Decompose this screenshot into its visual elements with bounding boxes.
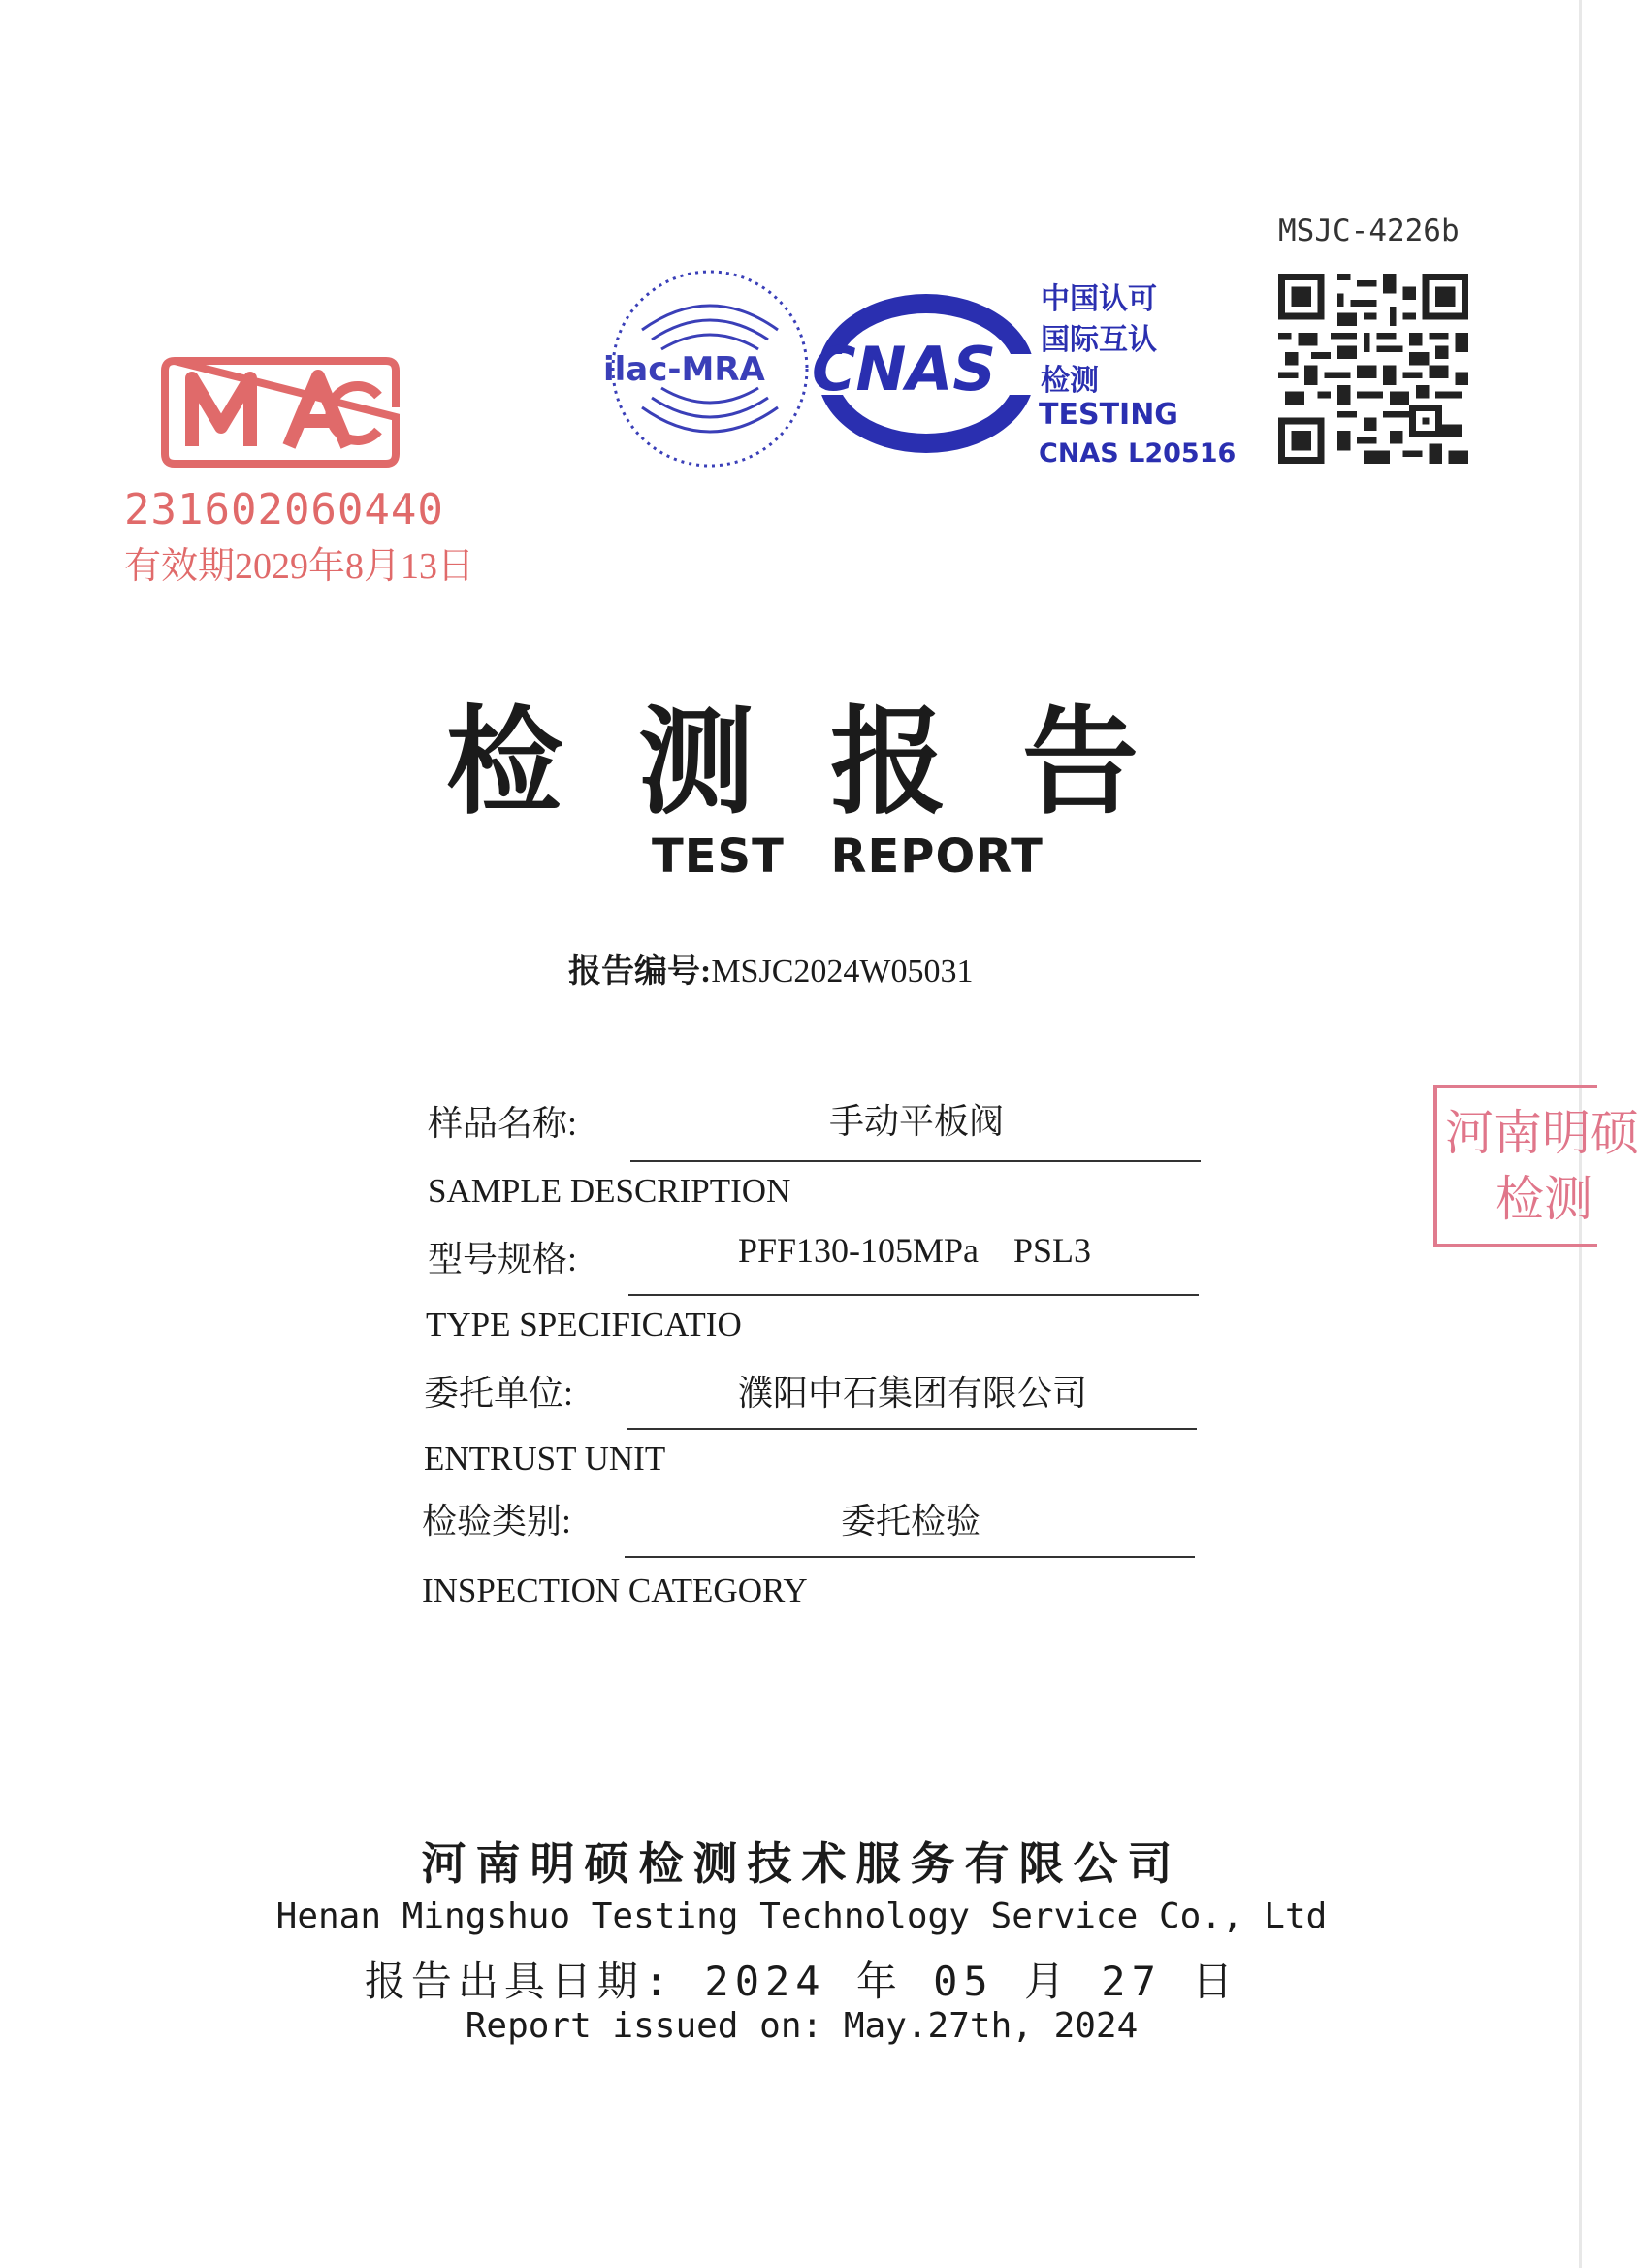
report-number xyxy=(568,944,973,991)
cnas-cn-line: 中国认可 xyxy=(1041,282,1157,316)
cma-cert-number: 231602060440 xyxy=(124,485,444,535)
ilac-mra-text: ilac-MRA xyxy=(603,350,765,389)
document-code: MSJC-4226b xyxy=(1278,213,1460,248)
report-number-label: 报告编号: xyxy=(568,954,712,989)
type-specification-label: TYPE SPECIFICATIO xyxy=(426,1306,742,1344)
sample-name-underline xyxy=(630,1160,1201,1162)
cnas-logo-text: CNAS xyxy=(812,334,997,405)
entrust-unit-label: 委托单位: xyxy=(424,1374,574,1412)
ilac-mra-logo xyxy=(603,262,817,475)
seal-text-line1: 河南明硕 xyxy=(1445,1106,1639,1160)
page-title-en: TEST REPORT xyxy=(652,829,1044,884)
inspection-category-en-label: INSPECTION CATEGORY xyxy=(422,1571,808,1609)
cma-validity: 有效期2029年8月13日 xyxy=(124,546,475,587)
seal-text-line2: 检测 xyxy=(1495,1172,1592,1226)
report-number-value: MSJC2024W05031 xyxy=(711,954,974,989)
company-name-cn: 河南明硕检测技术服务有限公司 xyxy=(421,1839,1182,1889)
cnas-testing: TESTING xyxy=(1039,398,1178,432)
cnas-cn-line: 国际互认 xyxy=(1041,323,1157,357)
page-title-cn: 检测报告 xyxy=(446,698,1214,827)
type-spec-value: PFF130-105MPa PSL3 xyxy=(737,1231,1092,1270)
issue-date-en: Report issued on: May.27th, 2024 xyxy=(465,2006,1139,2046)
type-spec-underline xyxy=(628,1294,1199,1296)
sample-name-label: 样品名称: xyxy=(428,1104,578,1143)
inspection-category-value: 委托检验 xyxy=(840,1502,980,1540)
sample-name-value: 手动平板阀 xyxy=(828,1102,1004,1141)
entrust-unit-underline xyxy=(627,1428,1197,1430)
type-spec-label: 型号规格: xyxy=(428,1240,578,1279)
cma-logo xyxy=(153,349,407,475)
qr-code-icon[interactable] xyxy=(1278,274,1468,464)
entrust-unit-value: 濮阳中石集团有限公司 xyxy=(737,1374,1087,1412)
cnas-logo xyxy=(810,281,1047,466)
cnas-cn-text xyxy=(1041,279,1157,402)
entrust-unit-en-label: ENTRUST UNIT xyxy=(424,1440,666,1477)
cnas-code: CNAS L20516 xyxy=(1039,438,1237,469)
inspection-category-underline xyxy=(625,1556,1195,1558)
company-name-en: Henan Mingshuo Testing Technology Service Co., Ltd xyxy=(275,1896,1328,1936)
issue-date-cn: 报告出具日期: 2024 年 05 月 27 日 xyxy=(364,1958,1239,2005)
cnas-cn-line: 检测 xyxy=(1041,364,1099,398)
inspection-category-label: 检验类别: xyxy=(422,1502,572,1540)
sample-description-label: SAMPLE DESCRIPTION xyxy=(428,1172,791,1210)
